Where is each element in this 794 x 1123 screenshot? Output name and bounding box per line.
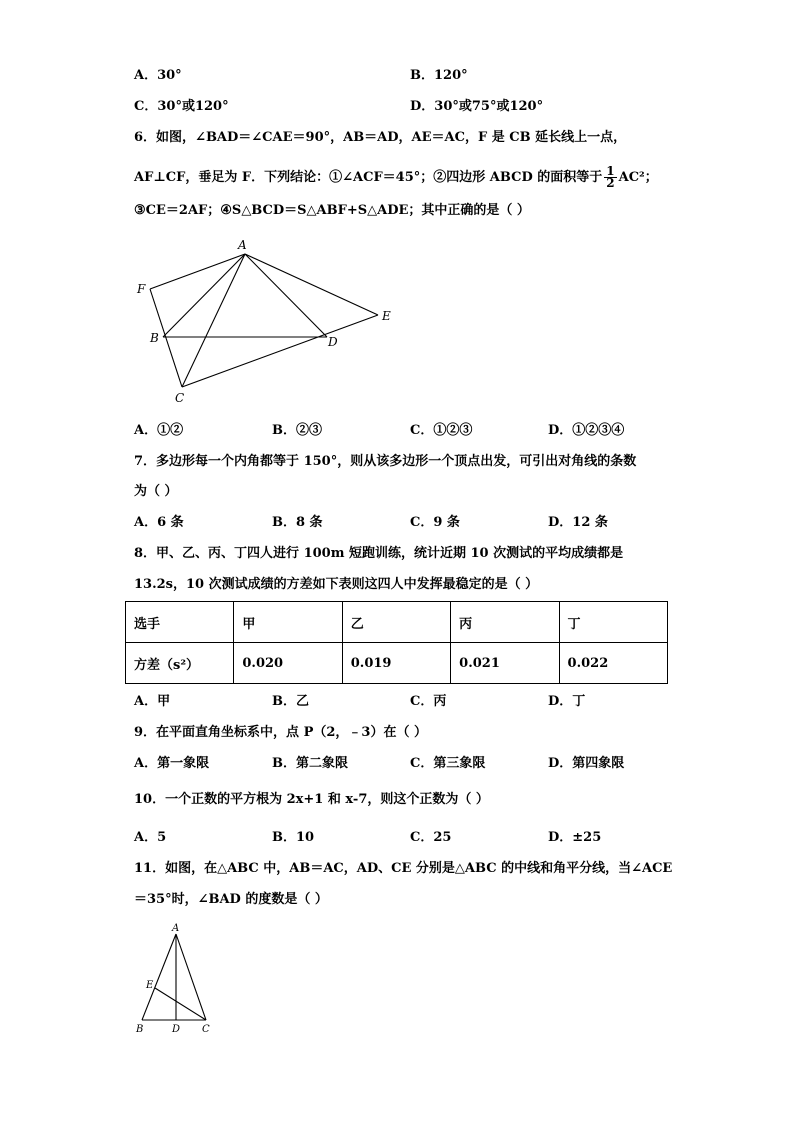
table-header-cell: 乙 [342,602,450,643]
q7-option-b: B．8 条 [272,515,323,530]
table-header-cell: 丙 [451,602,559,643]
q10-option-b: B．10 [272,830,315,845]
segment-ab [163,254,245,337]
q8-option-a: A．甲 [134,694,171,709]
q8-option-b: B．乙 [272,694,309,709]
q5-option-a: A．30° [134,68,182,83]
q6-option-c: C．①②③ [410,423,473,438]
q6-stem-line2-text: AF⊥CF，垂足为 F．下列结论：①∠ACF＝45°；②四边形 ABCD 的面积等于 [134,170,603,185]
q9-option-b: B．第二象限 [272,756,348,771]
label-b: B [136,1024,144,1035]
q7-option-d: D．12 条 [548,515,608,530]
q8-option-c: C．丙 [410,694,447,709]
label-c: C [175,391,185,405]
table-cell: 方差（s²） [126,643,234,684]
label-f: F [137,282,146,296]
q8-option-d: D．丁 [548,694,586,709]
label-a: A [172,923,180,934]
fraction-denominator: 2 [606,176,615,190]
q6-stem-line3: ③CE＝2AF；④S△BCD＝S△ABF+S△ADE；其中正确的是（ ） [134,203,530,218]
q6-stem-line1: 6．如图，∠BAD＝∠CAE＝90°，AB＝AD，AE＝AC，F 是 CB 延长线上一点， [134,130,627,145]
q7-option-c: C．9 条 [410,515,460,530]
q7-option-a: A．6 条 [134,515,184,530]
segment-ac [176,934,206,1020]
q6-stem-line2 [134,166,658,189]
segment-ad [245,254,327,337]
q5-option-d: D．30°或75°或120° [410,99,544,114]
q6-option-d: D．①②③④ [548,423,625,438]
q7-stem-line2: 为（ ） [134,484,178,499]
table-row [126,643,668,684]
q5-option-b: B．120° [410,68,468,83]
q6-stem-line2-tail: AC²； [618,170,658,185]
q6-option-a: A．①② [134,423,184,438]
label-e: E [382,309,391,323]
table-cell: 0.022 [559,643,667,684]
q11-figure [130,920,220,1038]
table-header-cell: 丁 [559,602,667,643]
table-cell: 0.021 [451,643,559,684]
label-d: D [328,335,338,349]
q9-option-a: A．第一象限 [134,756,210,771]
table-header-row [126,602,668,643]
q9-option-d: D．第四象限 [548,756,625,771]
fraction-one-half [604,166,616,189]
q10-option-a: A．5 [134,830,167,845]
segment-ce [155,988,206,1020]
table-header-cell: 甲 [234,602,342,643]
table-cell: 0.020 [234,643,342,684]
q10-option-d: D．±25 [548,830,602,845]
variance-table [125,601,668,684]
segment-ab [142,934,176,1020]
fraction-numerator: 1 [606,164,615,178]
q10-stem-line1: 10．一个正数的平方根为 2x+1 和 x-7，则这个正数为（ ） [134,792,489,807]
label-a: A [238,238,247,252]
table-header-cell: 选手 [126,602,234,643]
q10-option-c: C．25 [410,830,452,845]
q8-stem-line2: 13.2s，10 次测试成绩的方差如下表则这四人中发挥最稳定的是（ ） [134,577,539,592]
q8-stem-line1: 8．甲、乙、丙、丁四人进行 100m 短跑训练，统计近期 10 次测试的平均成绩都是 [134,546,624,561]
label-d: D [172,1024,181,1035]
label-e: E [146,980,154,991]
q11-stem-line2: ＝35°时，∠BAD 的度数是（ ） [134,892,328,907]
q6-figure [130,232,410,408]
segment-ae [245,254,378,315]
q9-stem-line1: 9．在平面直角坐标系中，点 P（2，﹣3）在（ ） [134,725,427,740]
q5-option-c: C．30°或120° [134,99,229,114]
label-c: C [202,1024,210,1035]
table-cell: 0.019 [342,643,450,684]
q11-stem-line1: 11．如图，在△ABC 中，AB＝AC，AD、CE 分别是△ABC 的中线和角平分线，当∠ACE [134,861,673,876]
q6-option-b: B．②③ [272,423,322,438]
q7-stem-line1: 7．多边形每一个内角都等于 150°，则从该多边形一个顶点出发，可引出对角线的条数 [134,454,637,469]
q9-option-c: C．第三象限 [410,756,486,771]
label-b: B [150,331,159,345]
